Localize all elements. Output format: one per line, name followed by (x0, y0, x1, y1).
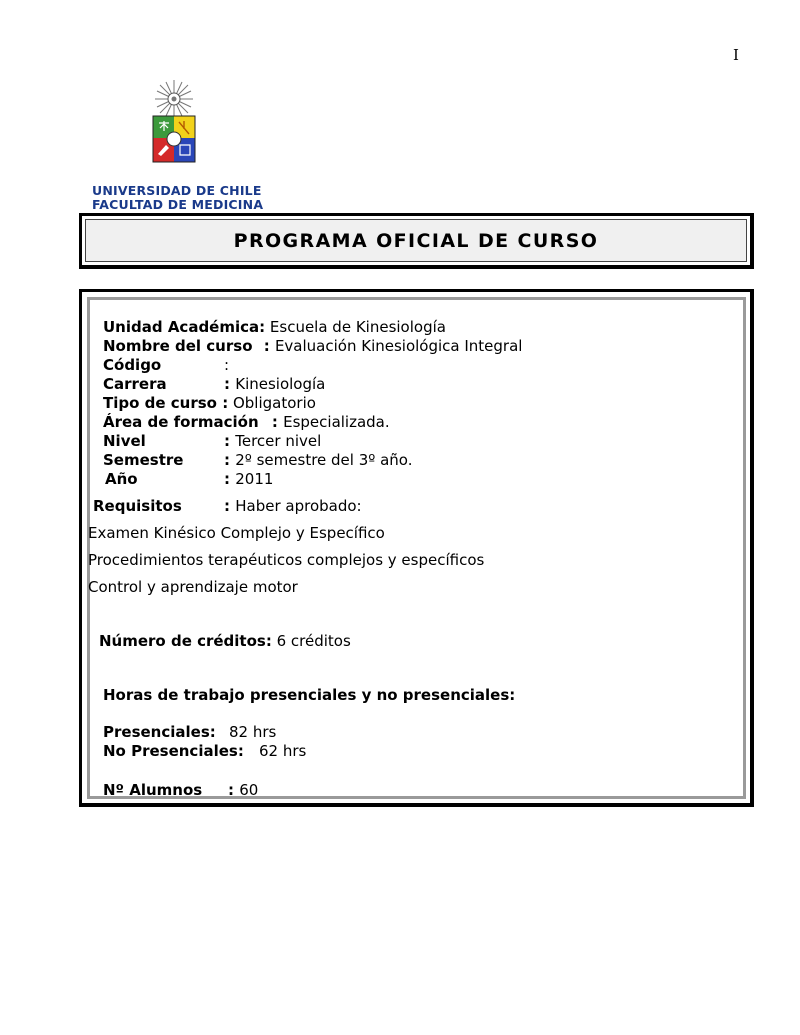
field-requisitos (93, 497, 182, 515)
requisito-item: Control y aprendizaje motor (88, 578, 298, 596)
faculty-name: FACULTAD DE MEDICINA (92, 197, 264, 212)
page-number: I (733, 46, 739, 64)
field-value: Obligatorio (228, 394, 316, 412)
field-label: Número de créditos: (99, 632, 272, 650)
field-value: Haber aprobado: (235, 497, 362, 515)
field-codigo (103, 356, 161, 374)
field-separator: : (224, 375, 236, 393)
section-heading: Horas de trabajo presenciales y no presenciales: (103, 686, 516, 704)
university-name: UNIVERSIDAD DE CHILE (92, 183, 262, 198)
field-separator: : (224, 470, 236, 488)
field-label: Área de formación (103, 413, 259, 431)
field-nombre (103, 337, 522, 355)
field-label: Semestre (103, 451, 184, 469)
field-tipo (103, 394, 316, 412)
field-separator: : (224, 451, 236, 469)
field-nivel (103, 432, 146, 450)
field-presenciales-value (229, 723, 276, 741)
field-creditos (99, 632, 351, 650)
field-no-presenciales (103, 742, 244, 760)
field-value: 2011 (235, 470, 274, 488)
field-label: No Presenciales: (103, 742, 244, 760)
field-value: 60 (239, 781, 259, 799)
field-anio (105, 470, 138, 488)
field-requisitos-value (224, 497, 362, 515)
field-separator: : (224, 497, 236, 515)
field-label: Año (105, 470, 138, 488)
field-separator: : (258, 337, 275, 355)
field-alumnos-value (228, 781, 258, 799)
university-crest-icon (146, 78, 202, 182)
field-separator: : (224, 432, 236, 450)
title-box (79, 213, 754, 269)
field-label: Carrera (103, 375, 167, 393)
university-header (92, 184, 263, 212)
horas-heading (103, 686, 515, 704)
field-label: Presenciales: (103, 723, 216, 741)
field-carrera-value (224, 375, 325, 393)
field-label: Nivel (103, 432, 146, 450)
title-inner (85, 219, 747, 262)
requisito-item: Examen Kinésico Complejo y Específico (88, 524, 385, 542)
field-value: 6 créditos (271, 632, 351, 650)
field-label: Requisitos (93, 497, 182, 515)
field-anio-value (224, 470, 273, 488)
field-label: Nombre del curso (103, 337, 253, 355)
field-value: 2º semestre del 3º año. (235, 451, 413, 469)
field-value: Escuela de Kinesiología (265, 318, 446, 336)
field-semestre-value (224, 451, 412, 469)
field-presenciales (103, 723, 216, 741)
field-label: Código (103, 356, 162, 374)
field-nivel-value (224, 432, 321, 450)
field-area (103, 413, 390, 431)
field-separator: : (266, 413, 284, 431)
field-value: Kinesiología (235, 375, 326, 393)
field-alumnos (103, 781, 202, 799)
field-unidad (103, 318, 446, 336)
field-value: 62 hrs (259, 742, 307, 760)
field-value: Especializada. (283, 413, 390, 431)
field-separator: : (224, 356, 230, 374)
field-value: Tercer nivel (235, 432, 322, 450)
field-separator: : (228, 781, 240, 799)
field-value: Evaluación Kinesiológica Integral (274, 337, 523, 355)
field-carrera (103, 375, 167, 393)
field-semestre (103, 451, 183, 469)
requisito-item: Procedimientos terapéuticos complejos y específicos (88, 551, 485, 569)
field-label: Nº Alumnos (103, 781, 203, 799)
field-no-presenciales-value (259, 742, 306, 760)
field-label: Unidad Académica: (103, 318, 266, 336)
field-label: Tipo de curso : (103, 394, 229, 412)
field-codigo-sep (224, 356, 229, 374)
field-value: 82 hrs (229, 723, 277, 741)
page-title: PROGRAMA OFICIAL DE CURSO (233, 229, 599, 252)
